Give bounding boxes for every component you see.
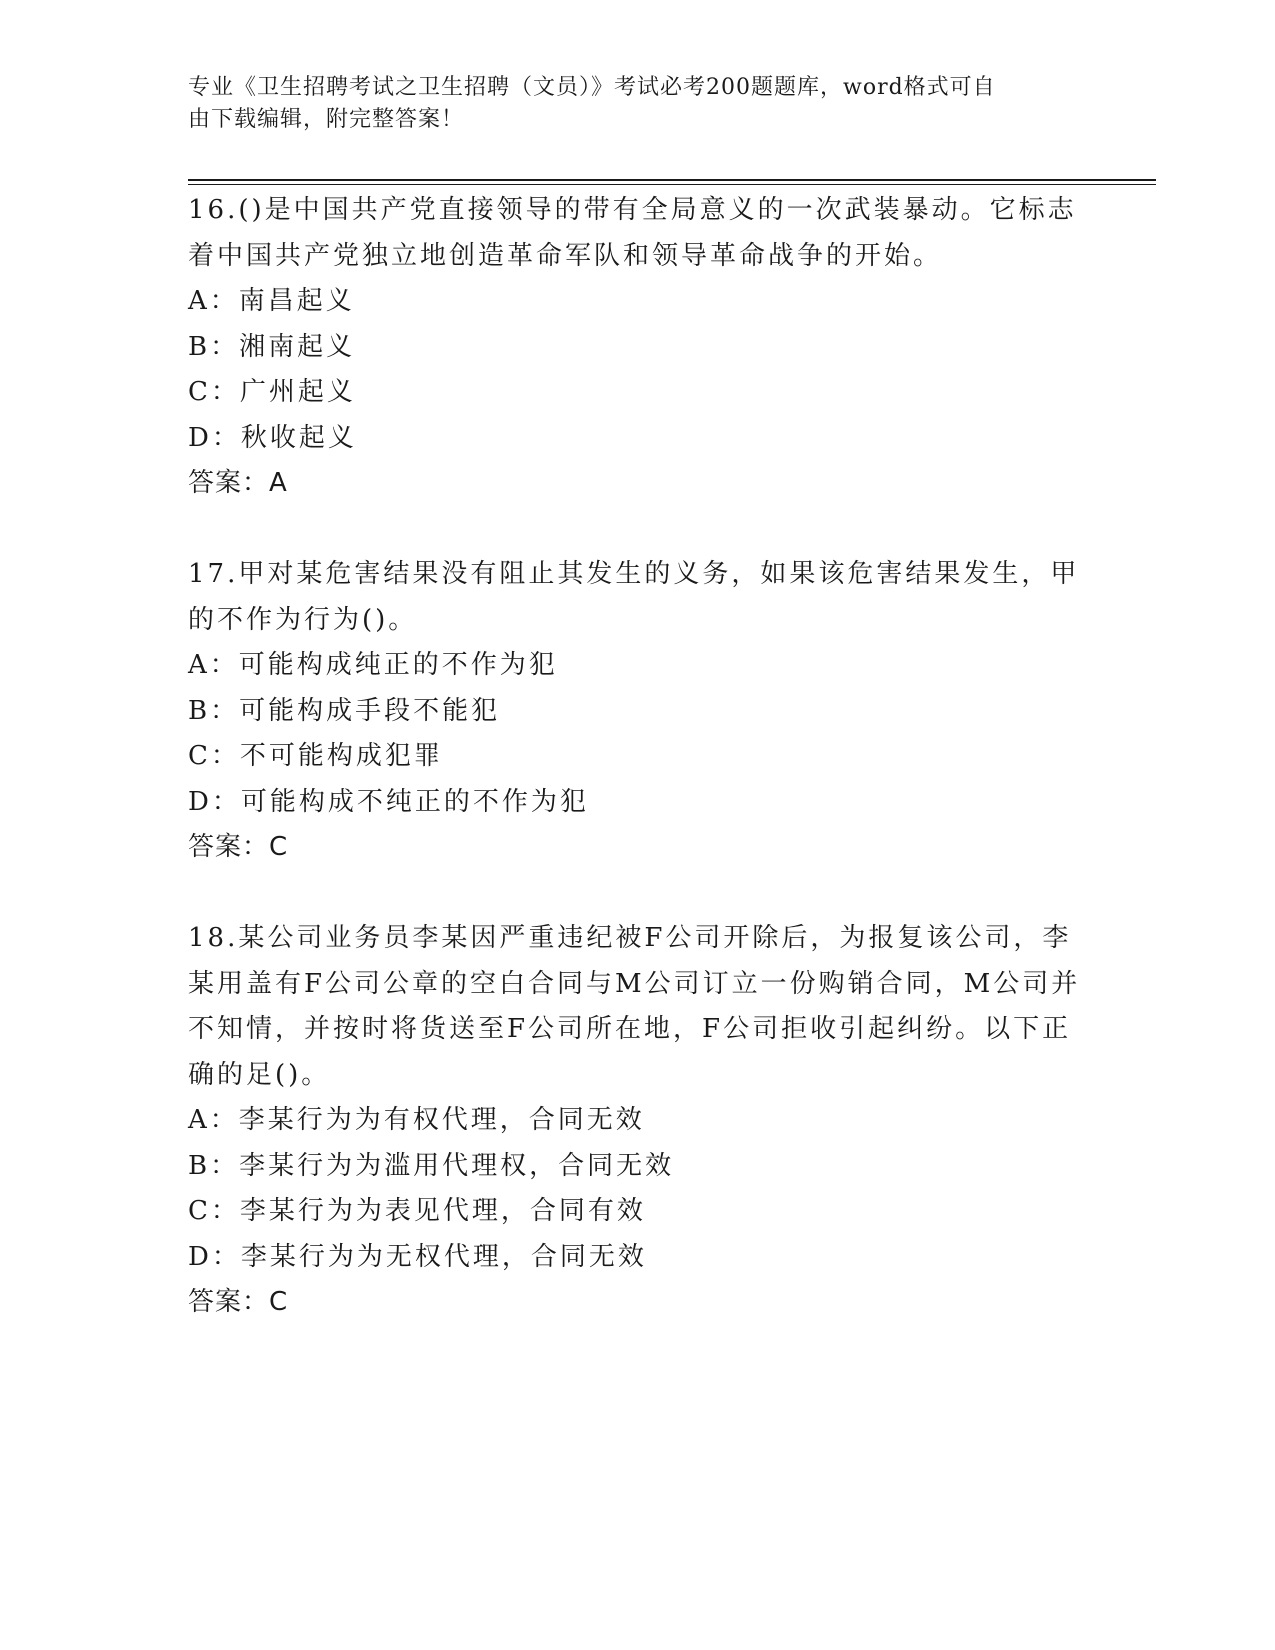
question-stem-line: 17.甲对某危害结果没有阻止其发生的义务，如果该危害结果发生，甲 — [188, 559, 1080, 589]
question-stem-line: 18.某公司业务员李某因严重违纪被F公司开除后，为报复该公司，李 — [188, 923, 1072, 953]
question-stem-line: 不知情，并按时将货送至F公司所在地，F公司拒收引起纠纷。以下正 — [188, 1014, 1072, 1044]
question-stem-line: 16.()是中国共产党直接领导的带有全局意义的一次武装暴动。它标志 — [188, 195, 1077, 225]
option-b: B：可能构成手段不能犯 — [188, 695, 501, 726]
question-16 — [188, 188, 1088, 507]
question-stem-line: 着中国共产党独立地创造革命军队和领导革命战争的开始。 — [188, 240, 943, 271]
question-18 — [188, 916, 1088, 1326]
header-divider-thin — [188, 184, 1156, 185]
option-c: C：广州起义 — [188, 377, 356, 407]
option-d: D：秋收起义 — [188, 422, 357, 453]
option-d: D：李某行为为无权代理，合同无效 — [188, 1241, 647, 1272]
option-a: A：可能构成纯正的不作为犯 — [188, 650, 558, 680]
question-stem-line: 确的足()。 — [188, 1059, 331, 1090]
question-17 — [188, 552, 1088, 871]
question-stem-line: 某用盖有F公司公章的空白合同与M公司订立一份购销合同，M公司并 — [188, 968, 1081, 999]
answer-line: 答案：A — [188, 468, 288, 498]
header-line-1: 专业《卫生招聘考试之卫生招聘（文员）》考试必考200题题库，word格式可自 — [188, 75, 996, 100]
header-line-2: 由下载编辑，附完整答案！ — [188, 107, 465, 132]
option-c: C：不可能构成犯罪 — [188, 741, 443, 771]
document-header — [188, 72, 1068, 136]
option-b: B：李某行为为滥用代理权，合同无效 — [188, 1150, 675, 1181]
option-c: C：李某行为为表见代理，合同有效 — [188, 1196, 646, 1226]
option-a: A：李某行为为有权代理，合同无效 — [188, 1105, 645, 1135]
answer-line: 答案：C — [188, 832, 289, 862]
option-d: D：可能构成不纯正的不作为犯 — [188, 786, 589, 817]
option-a: A：南昌起义 — [188, 286, 355, 316]
question-stem-line: 的不作为行为()。 — [188, 604, 418, 635]
header-divider-thick — [188, 179, 1156, 181]
option-b: B：湘南起义 — [188, 331, 356, 362]
answer-line: 答案：C — [188, 1287, 289, 1317]
